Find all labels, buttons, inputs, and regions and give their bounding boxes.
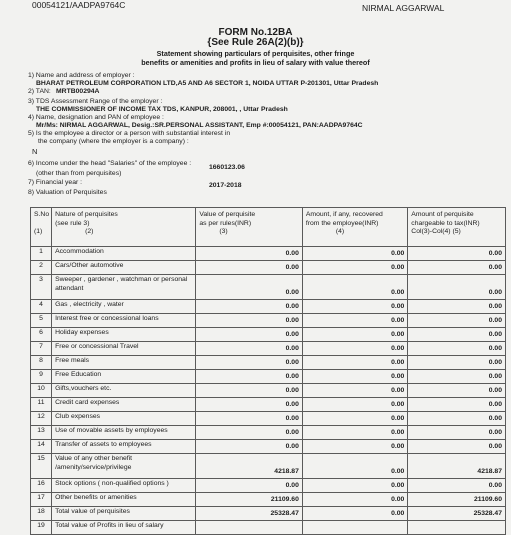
row-chargeable: 0.00 — [408, 247, 506, 261]
row-value: 21109.60 — [196, 493, 303, 507]
row-sno: 11 — [31, 398, 52, 412]
row-chargeable: 25328.47 — [408, 507, 506, 521]
table-row — [31, 275, 506, 300]
row-sno: 5 — [31, 314, 52, 328]
row-value: 0.00 — [196, 275, 303, 300]
table-row — [31, 314, 506, 328]
row-value: 0.00 — [196, 412, 303, 426]
row-nature: Gas , electricity , water — [52, 300, 196, 314]
row-nature: Stock options ( non-qualified options ) — [52, 479, 196, 493]
row-recovered: 0.00 — [302, 426, 407, 440]
row-chargeable: 0.00 — [408, 342, 506, 356]
row-value: 0.00 — [196, 426, 303, 440]
row-value: 0.00 — [196, 479, 303, 493]
row-nature: Total value of perquisites — [52, 507, 196, 521]
table-header-row — [31, 208, 506, 247]
row-nature: Total value of Profits in lieu of salary — [52, 521, 196, 535]
row-value: 0.00 — [196, 261, 303, 275]
row-value: 0.00 — [196, 384, 303, 398]
table-row — [31, 521, 506, 535]
income-label-1: 6) Income under the head "Salaries" of the employee : — [28, 160, 192, 167]
row-sno: 3 — [31, 275, 52, 300]
header-value: Value of perquisite as per rules(INR) (3) — [196, 208, 303, 247]
row-sno: 7 — [31, 342, 52, 356]
table-row — [31, 342, 506, 356]
row-sno: 6 — [31, 328, 52, 342]
row-sno: 1 — [31, 247, 52, 261]
tan-value: MRTB00294A — [56, 88, 100, 95]
table-row — [31, 479, 506, 493]
row-recovered: 0.00 — [302, 356, 407, 370]
table-row — [31, 454, 506, 479]
row-recovered: 0.00 — [302, 454, 407, 479]
table-row — [31, 370, 506, 384]
valuation-label: 8) Valuation of Perquisites — [28, 189, 107, 196]
perquisites-table — [30, 207, 506, 535]
row-recovered: 0.00 — [302, 328, 407, 342]
row-recovered: 0.00 — [302, 440, 407, 454]
row-recovered: 0.00 — [302, 300, 407, 314]
form-title: FORM No.12BA — [218, 27, 293, 38]
row-nature: Gifts,vouchers etc. — [52, 384, 196, 398]
row-nature: Interest free or concessional loans — [52, 314, 196, 328]
row-recovered: 0.00 — [302, 370, 407, 384]
row-nature: Holiday expenses — [52, 328, 196, 342]
employee-label: 4) Name, designation and PAN of employee : — [28, 114, 164, 121]
row-recovered: 0.00 — [302, 342, 407, 356]
table-row — [31, 440, 506, 454]
form-rule: {See Rule 26A(2)(b)} — [207, 37, 304, 48]
row-chargeable: 0.00 — [408, 328, 506, 342]
row-nature: Accommodation — [52, 247, 196, 261]
income-value: 1660123.06 — [209, 164, 245, 171]
director-label-2: the company (where the employer is a company) : — [38, 138, 189, 145]
row-recovered: 0.00 — [302, 398, 407, 412]
row-sno: 10 — [31, 384, 52, 398]
statement-line-1: Statement showing particulars of perquisites, other fringe — [156, 49, 355, 58]
header-recovered: Amount, if any, recovered from the employee(INR) (4) — [302, 208, 407, 247]
statement-line-2: benefits or amenities and profits in lieu of salary with value thereof — [141, 58, 370, 67]
row-nature: Value of any other benefit /amenity/service/privilege — [52, 454, 196, 479]
row-value: 25328.47 — [196, 507, 303, 521]
row-nature: Sweeper , gardener , watchman or personal attendant — [52, 275, 196, 300]
row-recovered: 0.00 — [302, 493, 407, 507]
table-row — [31, 507, 506, 521]
row-chargeable: 21109.60 — [408, 493, 506, 507]
row-chargeable: 0.00 — [408, 426, 506, 440]
row-recovered: 0.00 — [302, 275, 407, 300]
row-chargeable: 0.00 — [408, 314, 506, 328]
row-sno: 2 — [31, 261, 52, 275]
table-row — [31, 328, 506, 342]
row-recovered: 0.00 — [302, 479, 407, 493]
director-value: N — [32, 147, 38, 156]
header-chargeable: Amount of perquisite chargeable to tax(INR) Col(3)-Col(4) (5) — [408, 208, 506, 247]
row-chargeable: 0.00 — [408, 412, 506, 426]
financial-year-value: 2017-2018 — [209, 182, 242, 189]
header-nature: Nature of perquisites (see rule 3) (2) — [52, 208, 196, 247]
table-row — [31, 493, 506, 507]
employer-label: 1) Name and address of employer : — [28, 72, 135, 79]
row-chargeable: 0.00 — [408, 440, 506, 454]
row-sno: 9 — [31, 370, 52, 384]
table-row — [31, 356, 506, 370]
row-sno: 18 — [31, 507, 52, 521]
row-nature: Credit card expenses — [52, 398, 196, 412]
row-value: 0.00 — [196, 398, 303, 412]
employee-name-header: NIRMAL AGGARWAL — [362, 3, 445, 13]
row-value: 0.00 — [196, 300, 303, 314]
row-chargeable: 0.00 — [408, 398, 506, 412]
table-row — [31, 261, 506, 275]
row-nature: Transfer of assets to employees — [52, 440, 196, 454]
income-label-2: (other than from perquisites) — [36, 170, 122, 177]
row-value: 0.00 — [196, 370, 303, 384]
row-nature: Free Education — [52, 370, 196, 384]
table-row — [31, 426, 506, 440]
row-chargeable: 0.00 — [408, 300, 506, 314]
table-row — [31, 247, 506, 261]
row-chargeable: 0.00 — [408, 479, 506, 493]
row-recovered: 0.00 — [302, 314, 407, 328]
header-sno: S.No (1) — [31, 208, 52, 247]
table-row — [31, 384, 506, 398]
row-nature: Free or concessional Travel — [52, 342, 196, 356]
row-value: 0.00 — [196, 356, 303, 370]
table-row — [31, 300, 506, 314]
row-sno: 19 — [31, 521, 52, 535]
row-chargeable — [408, 521, 506, 535]
row-value: 0.00 — [196, 247, 303, 261]
director-label-1: 5) Is the employee a director or a person with substantial interest in — [28, 130, 231, 137]
tds-value: THE COMMISSIONER OF INCOME TAX TDS, KANPUR, 208001, , Uttar Pradesh — [36, 106, 288, 113]
row-value: 0.00 — [196, 342, 303, 356]
row-sno: 15 — [31, 454, 52, 479]
row-value: 0.00 — [196, 440, 303, 454]
row-nature: Use of movable assets by employees — [52, 426, 196, 440]
row-value: 0.00 — [196, 328, 303, 342]
row-chargeable: 0.00 — [408, 384, 506, 398]
employer-value: BHARAT PETROLEUM CORPORATION LTD,A5 AND A6 SECTOR 1, NOIDA UTTAR P-201301, Uttar Pradesh — [36, 80, 379, 87]
row-sno: 17 — [31, 493, 52, 507]
table-row — [31, 412, 506, 426]
row-chargeable: 0.00 — [408, 370, 506, 384]
row-recovered — [302, 521, 407, 535]
row-sno: 13 — [31, 426, 52, 440]
employee-value: Mr/Ms: NIRMAL AGGARWAL, Desig.:SR.PERSONAL ASSISTANT, Emp #:00054121, PAN:AADPA9764C — [36, 122, 363, 129]
employee-ref: 00054121/AADPA9764C — [32, 0, 126, 10]
row-nature: Cars/Other automotive — [52, 261, 196, 275]
row-value: 4218.87 — [196, 454, 303, 479]
table-row — [31, 398, 506, 412]
row-sno: 16 — [31, 479, 52, 493]
row-sno: 8 — [31, 356, 52, 370]
row-recovered: 0.00 — [302, 261, 407, 275]
row-sno: 4 — [31, 300, 52, 314]
row-value — [196, 521, 303, 535]
row-sno: 12 — [31, 412, 52, 426]
row-chargeable: 0.00 — [408, 261, 506, 275]
row-chargeable: 4218.87 — [408, 454, 506, 479]
row-recovered: 0.00 — [302, 412, 407, 426]
row-nature: Free meals — [52, 356, 196, 370]
row-recovered: 0.00 — [302, 507, 407, 521]
row-sno: 14 — [31, 440, 52, 454]
row-nature: Club expenses — [52, 412, 196, 426]
tds-label: 3) TDS Assessment Range of the employer : — [28, 98, 163, 105]
row-value: 0.00 — [196, 314, 303, 328]
row-chargeable: 0.00 — [408, 275, 506, 300]
row-chargeable: 0.00 — [408, 356, 506, 370]
tan-label: 2) TAN: — [28, 88, 51, 95]
financial-year-label: 7) Financial year : — [28, 179, 83, 186]
row-recovered: 0.00 — [302, 384, 407, 398]
row-recovered: 0.00 — [302, 247, 407, 261]
row-nature: Other benefits or amenities — [52, 493, 196, 507]
